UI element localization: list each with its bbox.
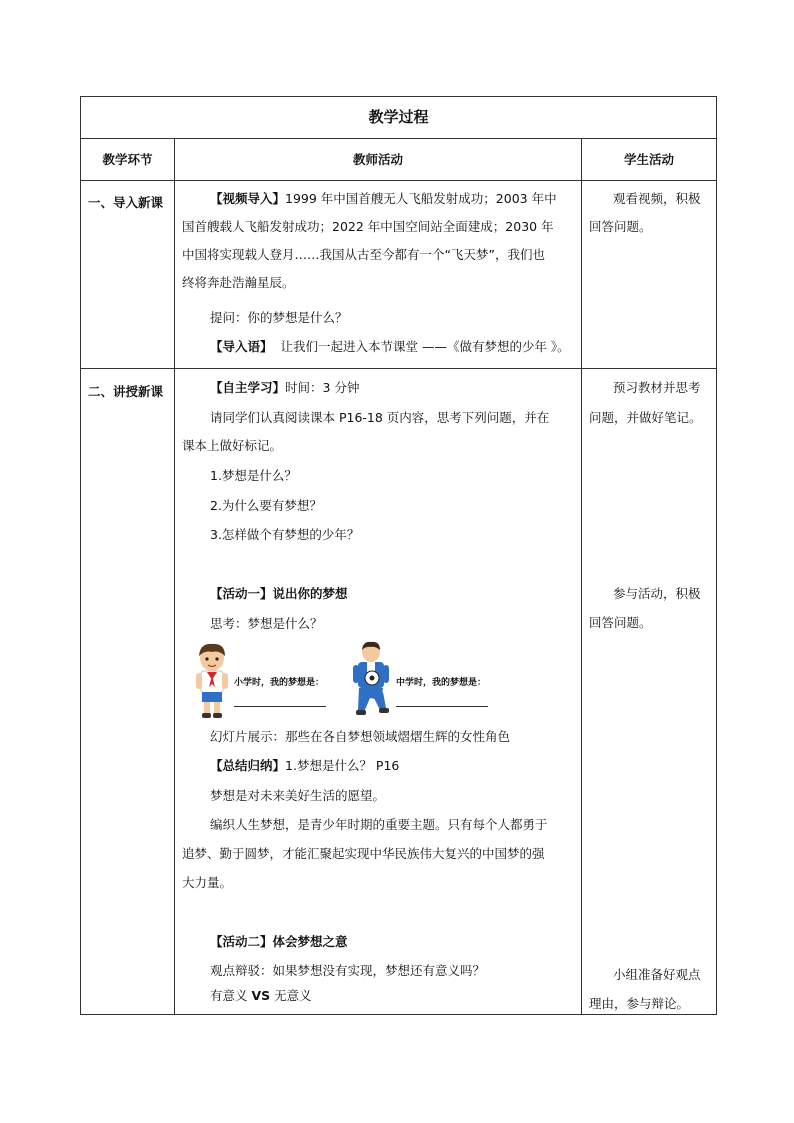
question-1: 1.梦想是什么？ [210, 468, 297, 483]
summary [210, 757, 399, 775]
dream-paragraph-line2: 追梦、勤于圆梦，才能汇聚起实现中华民族伟大复兴的中国梦的强 [182, 846, 545, 861]
video-intro-line4: 终将奔赴浩瀚星辰。 [182, 275, 295, 290]
intro-question: 提问：你的梦想是什么？ [210, 310, 348, 325]
row-divider-title [80, 138, 717, 139]
student-activity-4-line2: 理由，参与辩论。 [589, 996, 690, 1011]
dream-definition: 梦想是对未来美好生活的愿望。 [210, 788, 386, 803]
intro-speech-text: 让我们一起进入本节课堂 ——《做有梦想的少年 》。 [280, 339, 570, 354]
primary-dream-label: 小学时，我的梦想是： [234, 678, 325, 688]
question-3: 3.怎样做个有梦想的少年？ [210, 527, 360, 542]
student-activity-3-line2: 回答问题。 [589, 615, 652, 630]
stage-intro: 一、导入新课 [88, 195, 164, 210]
question-2: 2.为什么要有梦想？ [210, 498, 322, 513]
middle-dream-label: 中学时，我的梦想是： [396, 678, 487, 688]
debate-side-b: 无意义 [270, 988, 312, 1003]
student-activity-2-line1: 预习教材并思考 [613, 380, 701, 395]
middle-school-student-illustration [350, 640, 392, 720]
slide-show: 幻灯片展示：那些在各自梦想领域熠熠生辉的女性角色 [210, 729, 511, 744]
activity-1-think: 思考：梦想是什么？ [210, 616, 323, 631]
header-teacher: 教师活动 [352, 152, 403, 167]
video-intro-line2: 国首艘载人飞船发射成功；2022 年中国空间站全面建成；2030 年 [182, 219, 554, 234]
header-stage: 教学环节 [102, 152, 153, 167]
col-divider-1 [174, 138, 175, 1015]
dream-paragraph-line3: 大力量。 [182, 875, 233, 890]
summary-tag: 【总结归纳】 [210, 758, 286, 773]
middle-dream-blank [396, 706, 488, 707]
primary-dream-blank [234, 706, 326, 707]
debate-side-a: 有意义 [210, 988, 252, 1003]
student-activity-4-line1: 小组准备好观点 [613, 967, 701, 982]
activity-2-title: 【活动二】体会梦想之意 [210, 934, 348, 949]
video-intro-line3: 中国将实现载人登月……我国从古至今都有一个“飞天梦”，我们也 [182, 247, 545, 262]
reading-line1: 请同学们认真阅读课本 P16-18 页内容，思考下列问题，并在 [210, 410, 550, 425]
intro-speech [210, 338, 570, 356]
header-student: 学生活动 [623, 152, 674, 167]
intro-speech-tag: 【导入语】 [210, 339, 273, 354]
table-title: 教学过程 [368, 108, 429, 126]
debate-prompt: 观点辩驳：如果梦想没有实现，梦想还有意义吗？ [210, 963, 486, 978]
primary-student-illustration [192, 642, 232, 720]
summary-text: 1.梦想是什么？ P16 [285, 758, 400, 773]
col-divider-2 [581, 138, 582, 1015]
table-border-bottom [80, 1014, 717, 1015]
student-activity-1-line1: 观看视频，积极 [613, 191, 701, 206]
dream-paragraph-line1: 编织人生梦想，是青少年时期的重要主题。只有每个人都勇于 [210, 817, 548, 832]
student-activity-3-line1: 参与活动，积极 [613, 586, 701, 601]
debate-sides [210, 987, 312, 1005]
video-intro-text: 1999 年中国首艘无人飞船发射成功；2003 年中 [285, 191, 557, 206]
debate-vs: VS [251, 988, 271, 1003]
self-study-tag: 【自主学习】 [210, 380, 286, 395]
row-divider-section [80, 368, 717, 369]
student-activity-1-line2: 回答问题。 [589, 219, 652, 234]
video-intro-tag: 【视频导入】 [210, 191, 286, 206]
self-study-time: 时间：3 分钟 [285, 380, 360, 395]
self-study [210, 379, 359, 397]
row-divider-header [80, 180, 717, 181]
video-intro-line1 [210, 190, 557, 208]
activity-1-title: 【活动一】说出你的梦想 [210, 586, 348, 601]
student-activity-2-line2: 问题，并做好笔记。 [589, 410, 702, 425]
table-border-top [80, 96, 717, 97]
stage-teaching: 二、讲授新课 [88, 384, 164, 399]
table-border-left [80, 96, 81, 1015]
reading-line2: 课本上做好标记。 [182, 438, 283, 453]
table-border-right [716, 96, 717, 1015]
